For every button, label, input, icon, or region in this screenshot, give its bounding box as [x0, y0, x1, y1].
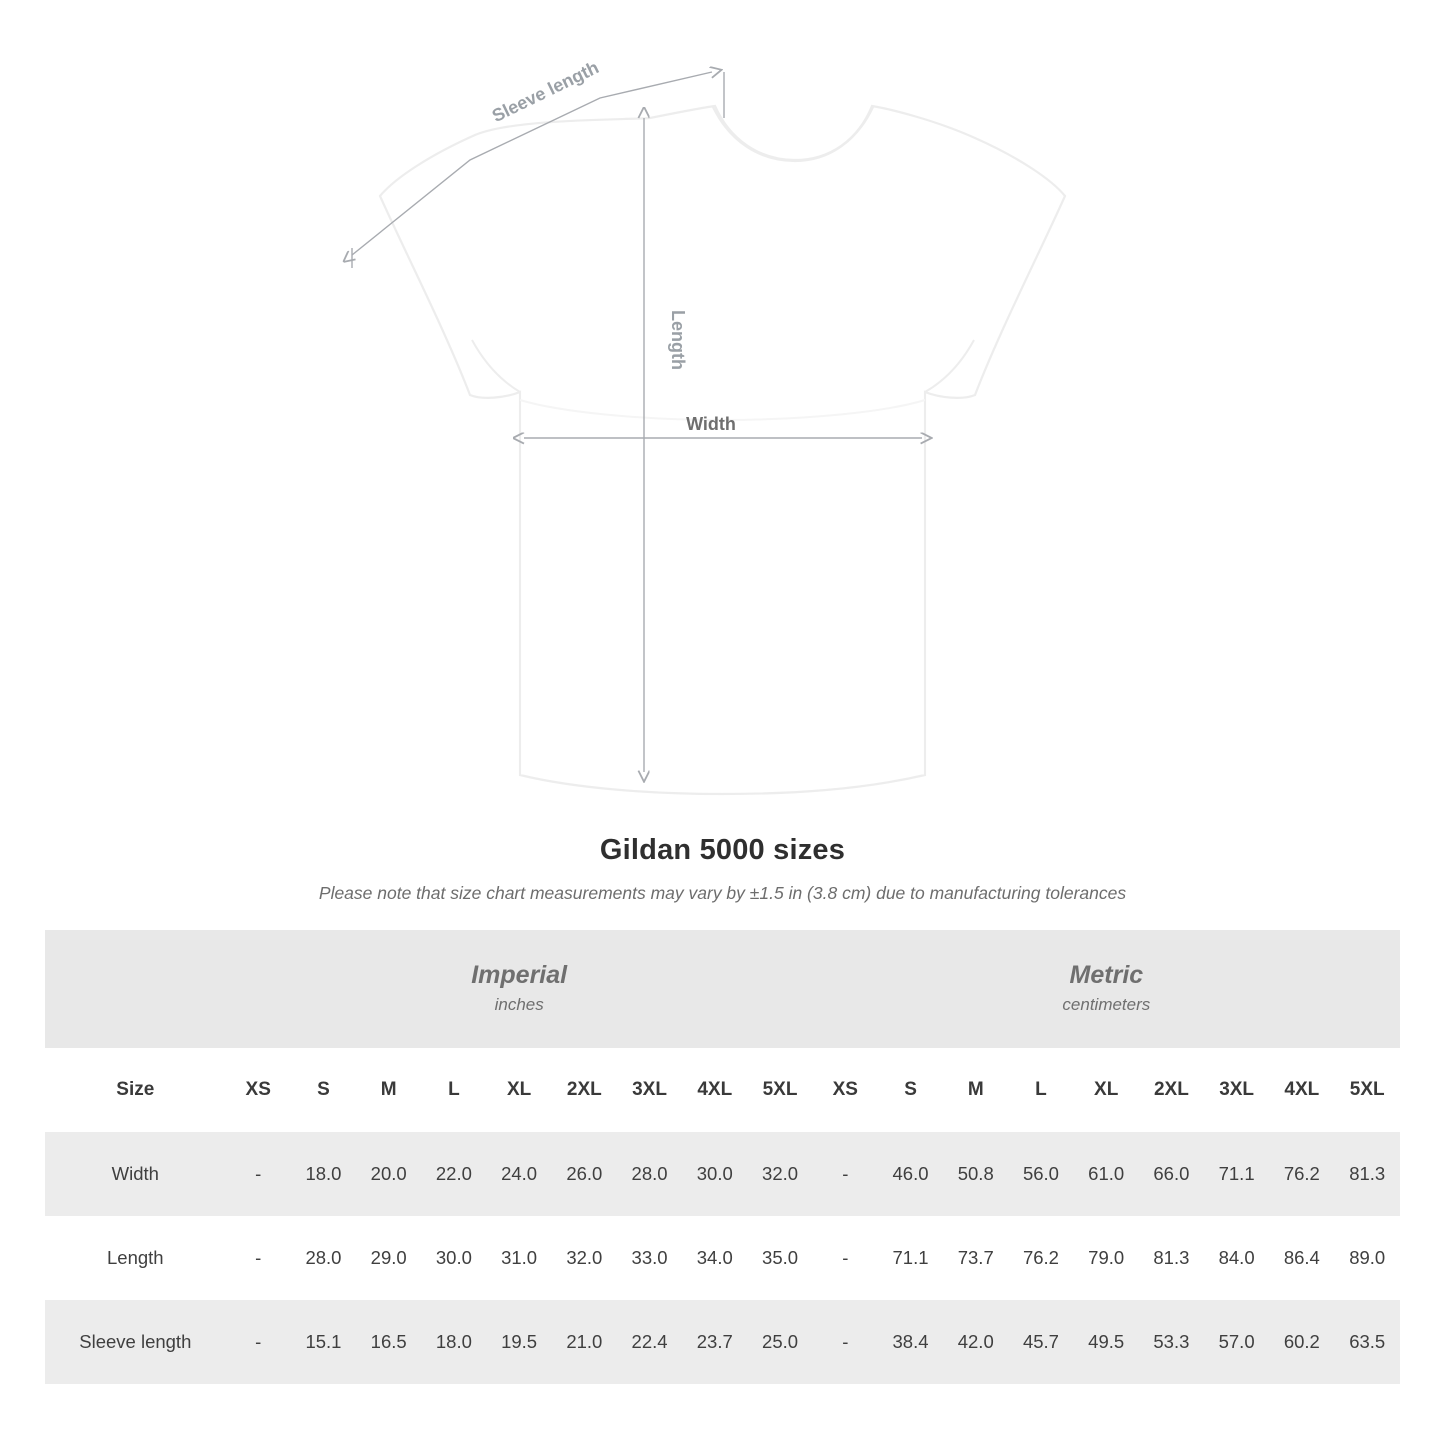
- tolerance-note: Please note that size chart measurements may vary by ±1.5 in (3.8 cm) due to manufacturing tolerances: [318, 883, 1127, 903]
- size-header-l: L: [421, 1048, 486, 1132]
- cell-imperial-4xl: 34.0: [682, 1216, 747, 1300]
- cell-imperial-l: 18.0: [421, 1300, 486, 1384]
- size-header-m: M: [943, 1048, 1008, 1132]
- size-header-xs: XS: [226, 1048, 291, 1132]
- cell-metric-l: 45.7: [1008, 1300, 1073, 1384]
- cell-metric-5xl: 89.0: [1334, 1216, 1400, 1300]
- unit-header-imperial: [226, 930, 813, 1048]
- size-header-5xl: 5XL: [747, 1048, 812, 1132]
- cell-imperial-l: 30.0: [421, 1216, 486, 1300]
- cell-imperial-3xl: 28.0: [617, 1132, 682, 1216]
- cell-imperial-xl: 31.0: [487, 1216, 552, 1300]
- cell-imperial-xl: 19.5: [487, 1300, 552, 1384]
- size-header-4xl: 4XL: [682, 1048, 747, 1132]
- cell-metric-2xl: 66.0: [1139, 1132, 1204, 1216]
- cell-metric-xs: -: [813, 1300, 878, 1384]
- unit-sub: centimeters: [1062, 995, 1151, 1015]
- cell-metric-xs: -: [813, 1216, 878, 1300]
- cell-imperial-5xl: 32.0: [747, 1132, 812, 1216]
- size-header-xs: XS: [813, 1048, 878, 1132]
- cell-imperial-2xl: 21.0: [552, 1300, 617, 1384]
- cell-metric-xs: -: [813, 1132, 878, 1216]
- cell-metric-xl: 79.0: [1074, 1216, 1139, 1300]
- row-label-length: Length: [45, 1216, 226, 1300]
- cell-imperial-5xl: 25.0: [747, 1300, 812, 1384]
- size-table: [45, 930, 1400, 1384]
- size-header-m: M: [356, 1048, 421, 1132]
- title-block: [0, 834, 1445, 904]
- unit-sub: inches: [494, 995, 544, 1015]
- cell-imperial-l: 22.0: [421, 1132, 486, 1216]
- size-header-xl: XL: [1074, 1048, 1139, 1132]
- cell-metric-3xl: 57.0: [1204, 1300, 1269, 1384]
- unit-header-spacer: [45, 930, 226, 1048]
- size-header-s: S: [878, 1048, 943, 1132]
- cell-metric-3xl: 71.1: [1204, 1132, 1269, 1216]
- table-row: [45, 1216, 1400, 1300]
- cell-imperial-2xl: 26.0: [552, 1132, 617, 1216]
- cell-metric-4xl: 60.2: [1269, 1300, 1334, 1384]
- cell-metric-xl: 49.5: [1074, 1300, 1139, 1384]
- cell-metric-m: 50.8: [943, 1132, 1008, 1216]
- cell-metric-s: 71.1: [878, 1216, 943, 1300]
- cell-metric-l: 76.2: [1008, 1216, 1073, 1300]
- cell-imperial-xs: -: [226, 1216, 291, 1300]
- cell-metric-5xl: 63.5: [1334, 1300, 1400, 1384]
- size-header-l: L: [1008, 1048, 1073, 1132]
- cell-imperial-xl: 24.0: [487, 1132, 552, 1216]
- cell-imperial-2xl: 32.0: [552, 1216, 617, 1300]
- cell-imperial-s: 18.0: [291, 1132, 356, 1216]
- cell-metric-xl: 61.0: [1074, 1132, 1139, 1216]
- size-header-3xl: 3XL: [1204, 1048, 1269, 1132]
- size-table-wrap: [45, 930, 1400, 1384]
- size-header-3xl: 3XL: [617, 1048, 682, 1132]
- table-row: [45, 1132, 1400, 1216]
- unit-header-row: [45, 930, 1400, 1048]
- size-header-row: [45, 1048, 1400, 1132]
- cell-metric-4xl: 76.2: [1269, 1132, 1334, 1216]
- table-row: [45, 1300, 1400, 1384]
- cell-metric-2xl: 53.3: [1139, 1300, 1204, 1384]
- unit-name: Metric: [1069, 960, 1144, 989]
- unit-name: Imperial: [471, 960, 568, 989]
- cell-imperial-3xl: 33.0: [617, 1216, 682, 1300]
- cell-imperial-3xl: 22.4: [617, 1300, 682, 1384]
- cell-imperial-4xl: 23.7: [682, 1300, 747, 1384]
- cell-imperial-m: 20.0: [356, 1132, 421, 1216]
- cell-imperial-s: 28.0: [291, 1216, 356, 1300]
- row-label-sleeve-length: Sleeve length: [45, 1300, 226, 1384]
- svg-text:Length: Length: [668, 310, 688, 370]
- size-label-cell: Size: [45, 1048, 226, 1132]
- size-header-2xl: 2XL: [1139, 1048, 1204, 1132]
- cell-metric-m: 42.0: [943, 1300, 1008, 1384]
- cell-imperial-5xl: 35.0: [747, 1216, 812, 1300]
- cell-imperial-xs: -: [226, 1300, 291, 1384]
- cell-imperial-m: 16.5: [356, 1300, 421, 1384]
- cell-imperial-s: 15.1: [291, 1300, 356, 1384]
- cell-imperial-4xl: 30.0: [682, 1132, 747, 1216]
- size-header-5xl: 5XL: [1334, 1048, 1400, 1132]
- tshirt-shape: [380, 106, 1065, 794]
- cell-metric-2xl: 81.3: [1139, 1216, 1204, 1300]
- size-header-2xl: 2XL: [552, 1048, 617, 1132]
- row-label-width: Width: [45, 1132, 226, 1216]
- cell-metric-l: 56.0: [1008, 1132, 1073, 1216]
- cell-metric-3xl: 84.0: [1204, 1216, 1269, 1300]
- cell-imperial-m: 29.0: [356, 1216, 421, 1300]
- unit-header-metric: [813, 930, 1400, 1048]
- cell-metric-5xl: 81.3: [1334, 1132, 1400, 1216]
- cell-metric-s: 38.4: [878, 1300, 943, 1384]
- svg-text:Sleeve length: Sleeve length: [488, 57, 602, 127]
- size-header-xl: XL: [487, 1048, 552, 1132]
- page-title: Gildan 5000 sizes: [599, 834, 846, 866]
- svg-text:Width: Width: [686, 414, 736, 434]
- cell-metric-4xl: 86.4: [1269, 1216, 1334, 1300]
- cell-imperial-xs: -: [226, 1132, 291, 1216]
- size-header-4xl: 4XL: [1269, 1048, 1334, 1132]
- cell-metric-s: 46.0: [878, 1132, 943, 1216]
- size-header-s: S: [291, 1048, 356, 1132]
- cell-metric-m: 73.7: [943, 1216, 1008, 1300]
